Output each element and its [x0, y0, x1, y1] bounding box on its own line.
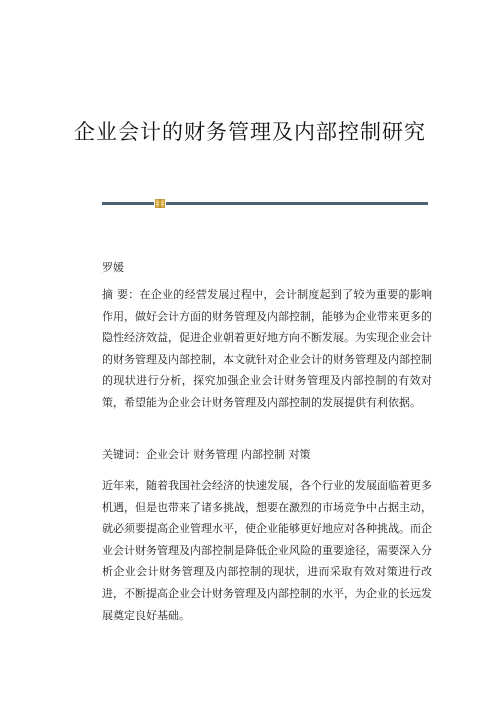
keywords-label: 关键词：: [102, 448, 146, 461]
document-title: 企业会计的财务管理及内部控制研究: [74, 120, 426, 144]
intro-paragraph: 近年来，随着我国社会经济的快速发展，各个行业的发展面临着更多机遇，但是也带来了诸多挑战，想要在激烈的市场竞争中占据主动，就必须要提高企业管理水平，使企业能够更好地应对各种挑战。而企业会计财务管理及内部控制是降低企业风险的重要途径，需要深入分析企业会计财务管理及内部控制的现状，进而采取有效对策进行改进，不断提高企业会计财务管理及内部控制的水平，为企业的长远发展奠定良好基础。: [102, 479, 432, 622]
author-name: 罗媛: [102, 261, 124, 274]
keywords-paragraph: [102, 444, 432, 466]
abstract-text: 在企业的经营发展过程中，会计制度起到了较为重要的影响作用，做好会计方面的财务管理及内部控制，能够为企业带来更多的隐性经济效益，促进企业朝着更好地方向不断发展。为实现企业会计的财务管理及内部控制，本文就针对企业会计的财务管理及内部控制的现状进行分析，探究加强企业会计财务管理及内部控制的有效对策，希望能为企业会计财务管理及内部控制的发展提供有利依据。: [102, 288, 432, 409]
abstract-label: 摘 要：: [102, 288, 140, 301]
keywords-text: 企业会计 财务管理 内部控制 对策: [146, 448, 311, 461]
title-divider-right: [166, 202, 428, 205]
abstract-paragraph: [102, 284, 432, 414]
title-divider-left: [102, 202, 154, 205]
book-icon: [155, 199, 165, 208]
